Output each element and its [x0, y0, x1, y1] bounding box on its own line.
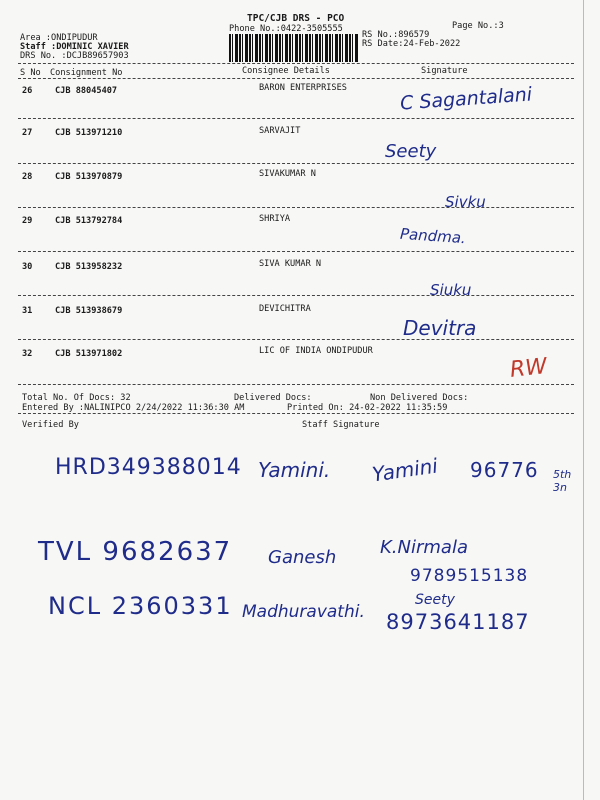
- row-sno: 29: [22, 216, 33, 226]
- row-sno: 30: [22, 262, 33, 272]
- row-consignment: CJB 513958232: [55, 262, 123, 272]
- rs-date: RS Date:24-Feb-2022: [362, 39, 461, 49]
- divider: [18, 207, 574, 208]
- row-consignee: DEVICHITRA: [259, 304, 311, 314]
- row-sno: 31: [22, 306, 33, 316]
- col-sno: S No: [20, 68, 41, 78]
- entered-by: Entered By :NALINIPCO 2/24/2022 11:36:30 AM: [22, 403, 245, 413]
- handwritten-ref-1: HRD349388014: [55, 455, 242, 480]
- row-sno: 26: [22, 86, 33, 96]
- row-signature: Devitra: [403, 316, 477, 340]
- divider: [18, 163, 574, 164]
- page-number: Page No.:3: [452, 21, 504, 31]
- divider: [18, 413, 574, 414]
- barcode: [229, 34, 359, 62]
- handwritten-name-1: Yamini.: [258, 458, 331, 482]
- row-consignment: CJB 513971210: [55, 128, 123, 138]
- divider: [18, 295, 574, 296]
- area: Area :ONDIPUDUR: [20, 33, 98, 43]
- row-signature: Pandma.: [399, 224, 467, 248]
- handwritten-phone-3: 8973641187: [386, 610, 530, 634]
- handwritten-phone-2: 9789515138: [410, 566, 529, 586]
- total-docs: Total No. Of Docs: 32: [22, 393, 131, 403]
- divider: [18, 78, 574, 79]
- row-consignment: CJB 88045407: [55, 86, 118, 96]
- handwritten-extra-1: 5th 3n: [553, 468, 572, 494]
- handwritten-ref-3: NCL 2360331: [48, 592, 233, 620]
- divider: [18, 384, 574, 385]
- col-consignee: Consignee Details: [242, 66, 330, 76]
- handwritten-ref-2: TVL 9682637: [38, 537, 233, 567]
- verified-by: Verified By: [22, 420, 79, 430]
- divider: [18, 339, 574, 340]
- divider: [18, 63, 574, 64]
- handwritten-signature-2: K.Nirmala: [380, 537, 468, 558]
- col-consignment: Consignment No: [50, 68, 123, 78]
- staff-name: Staff :DOMINIC XAVIER: [20, 42, 129, 52]
- drs-number: DRS No. :DCJB89657903: [20, 51, 129, 61]
- row-consignee: SARVAJIT: [259, 126, 301, 136]
- row-signature: C Sagantalani: [399, 83, 533, 115]
- row-signature: Seety: [385, 141, 437, 162]
- phone-number: Phone No.:0422-3505555: [229, 24, 343, 34]
- row-consignment: CJB 513938679: [55, 306, 123, 316]
- row-consignee: LIC OF INDIA ONDIPUDUR: [259, 346, 373, 356]
- handwritten-name-3: Madhuravathi.: [242, 602, 365, 622]
- rs-number: RS No.:896579: [362, 30, 430, 40]
- row-consignee: SHRIYA: [259, 214, 291, 224]
- row-sno: 32: [22, 349, 33, 359]
- row-consignee: BARON ENTERPRISES: [259, 83, 347, 93]
- row-consignee: SIVAKUMAR N: [259, 169, 316, 179]
- divider: [18, 251, 574, 252]
- col-signature: Signature: [421, 66, 468, 76]
- row-consignment: CJB 513970879: [55, 172, 123, 182]
- printed-on: Printed On: 24-02-2022 11:35:59: [287, 403, 448, 413]
- divider: [18, 118, 574, 119]
- staff-signature: Staff Signature: [302, 420, 380, 430]
- document-title: TPC/CJB DRS - PCO: [247, 13, 345, 24]
- row-sno: 28: [22, 172, 33, 182]
- handwritten-signature-1: Yamini: [370, 453, 440, 487]
- page-edge: [583, 0, 584, 800]
- non-delivered-docs: Non Delivered Docs:: [370, 393, 469, 403]
- row-consignment: CJB 513792784: [55, 216, 123, 226]
- row-signature: Sivku: [445, 193, 486, 211]
- row-consignment: CJB 513971802: [55, 349, 123, 359]
- row-consignee: SIVA KUMAR N: [259, 259, 322, 269]
- handwritten-name-2: Ganesh: [268, 547, 337, 568]
- handwritten-signature-3: Seety: [415, 592, 455, 608]
- row-signature: Siuku: [430, 281, 472, 299]
- handwritten-phone-1: 96776: [470, 458, 539, 482]
- delivered-docs: Delivered Docs:: [234, 393, 312, 403]
- row-signature: RW: [508, 354, 549, 383]
- row-sno: 27: [22, 128, 33, 138]
